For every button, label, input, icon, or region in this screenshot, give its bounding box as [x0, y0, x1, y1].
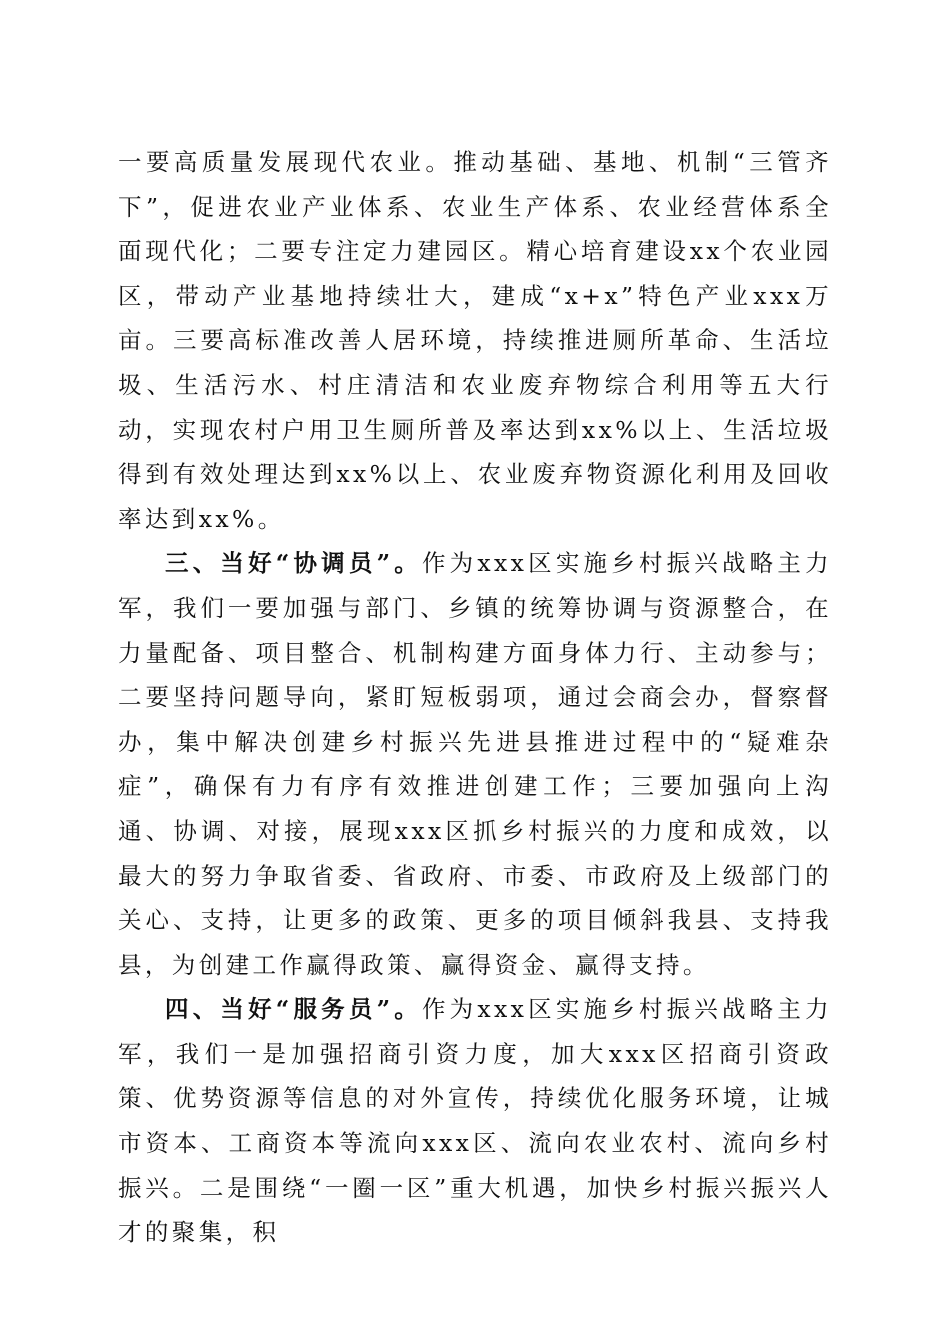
paragraph-text: 一要高质量发展现代农业。推动基础、基地、机制“三管齐下”，促进农业产业体系、农业生产体系、农业经营体系全面现代化；二要专注定力建园区。精心培育建设xx个农业园区，带动产业基地持续壮大，建成“x+x”特色产业xxx万亩。三要高标准改善人居环境，持续推进厕所革命、生活垃圾、生活污水、村庄清洁和农业废弃物综合利用等五大行动，实现农村户用卫生厕所普及率达到xx%以上、生活垃圾得到有效处理达到xx%以上、农业废弃物资源化利用及回收率达到xx%。 [118, 148, 832, 533]
paragraph-text: 作为xxx区实施乡村振兴战略主力军，我们一是加强招商引资力度，加大xxx区招商引资政策、优势资源等信息的对外宣传，持续优化服务环境，让城市资本、工商资本等流向xxx区、流向农业农村、流向乡村振兴。二是围绕“一圈一区”重大机遇，加快乡村振兴振兴人才的聚集，积 [118, 995, 832, 1247]
paragraph-continuation [118, 140, 832, 541]
section-heading-coordinator: 三、当好“协调员”。 [165, 549, 422, 578]
paragraph-coordinator [118, 541, 832, 987]
section-heading-service: 四、当好“服务员”。 [165, 995, 422, 1024]
paragraph-service [118, 987, 832, 1255]
paragraph-text: 作为xxx区实施乡村振兴战略主力军，我们一要加强与部门、乡镇的统筹协调与资源整合，在力量配备、项目整合、机制构建方面身体力行、主动参与；二要坚持问题导向，紧盯短板弱项，通过会商会办，督察督办，集中解决创建乡村振兴先进县推进过程中的“疑难杂症”，确保有力有序有效推进创建工作；三要加强向上沟通、协调、对接，展现xxx区抓乡村振兴的力度和成效，以最大的努力争取省委、省政府、市委、市政府及上级部门的关心、支持，让更多的政策、更多的项目倾斜我县、支持我县，为创建工作赢得政策、赢得资金、赢得支持。 [118, 549, 832, 979]
document-page [118, 140, 832, 1255]
